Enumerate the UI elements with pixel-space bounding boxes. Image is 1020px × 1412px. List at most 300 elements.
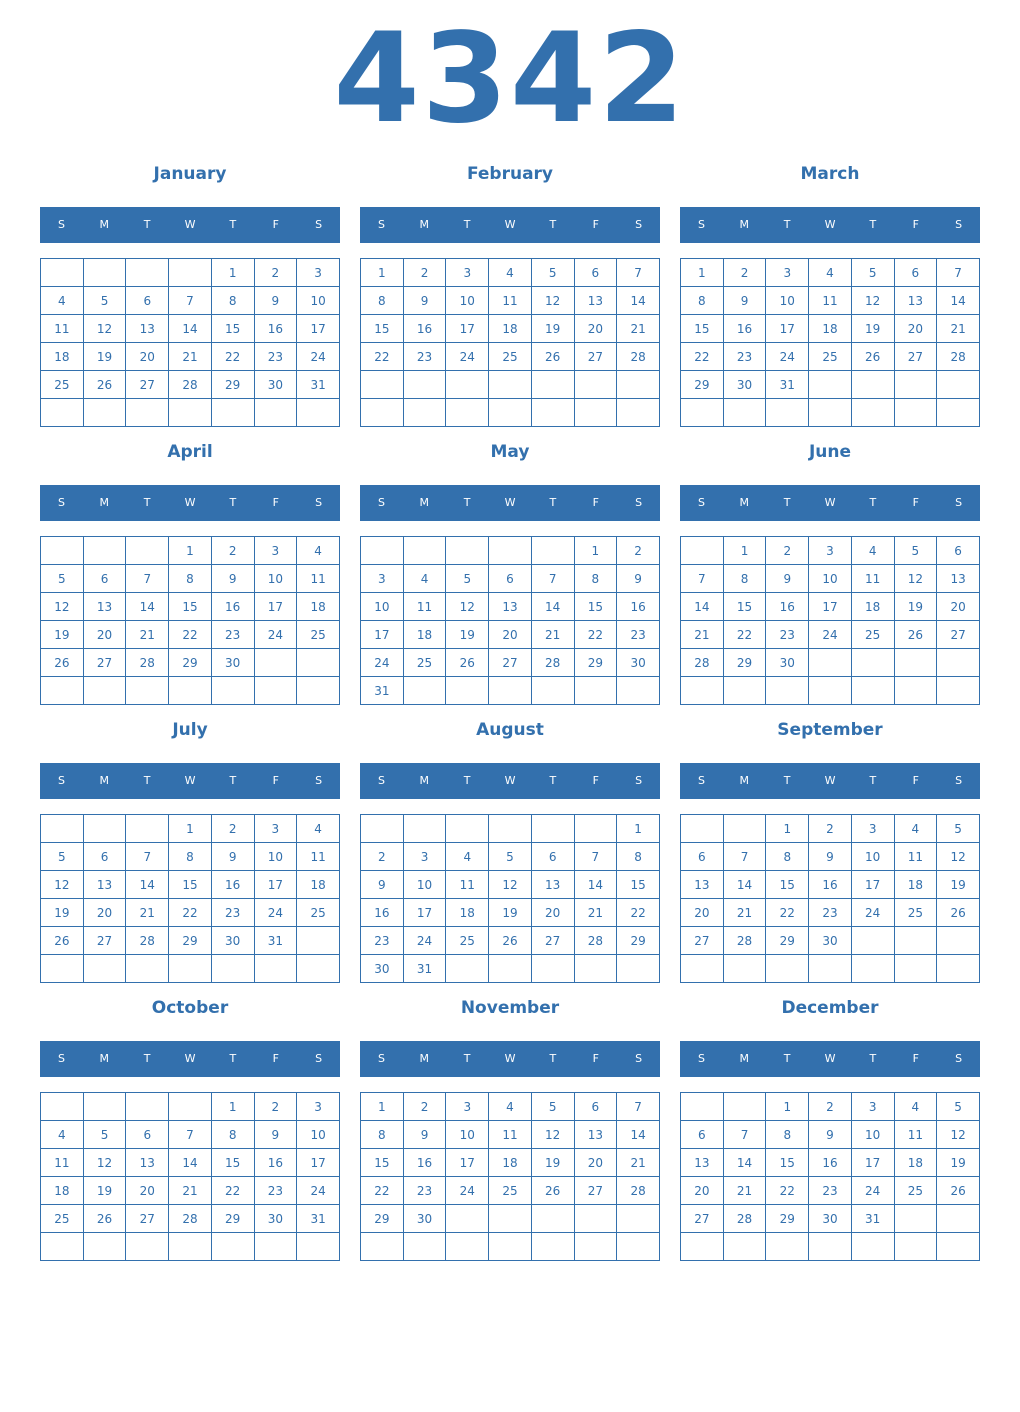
day-cell: 12 — [531, 1121, 574, 1149]
day-cell: 15 — [169, 593, 212, 621]
day-cell: 14 — [723, 1149, 766, 1177]
day-cell: 10 — [446, 287, 489, 315]
weekday-header — [40, 1041, 340, 1077]
empty-day-cell — [531, 677, 574, 705]
empty-day-cell — [617, 677, 660, 705]
day-cell: 12 — [851, 287, 894, 315]
weekday-label: M — [99, 496, 110, 509]
empty-day-cell — [254, 649, 297, 677]
empty-day-cell — [126, 815, 169, 843]
empty-day-cell — [297, 927, 340, 955]
empty-day-cell — [361, 399, 404, 427]
day-cell: 20 — [83, 899, 126, 927]
day-cell: 14 — [126, 593, 169, 621]
day-cell: 26 — [83, 371, 126, 399]
weekday-label: T — [143, 1052, 151, 1065]
empty-day-cell — [617, 955, 660, 983]
week-row — [361, 871, 660, 899]
weekday-label: F — [592, 774, 599, 787]
day-cell: 13 — [83, 593, 126, 621]
day-cell: 17 — [297, 1149, 340, 1177]
day-cell: 15 — [766, 871, 809, 899]
day-cell: 24 — [809, 621, 852, 649]
day-cell: 18 — [403, 621, 446, 649]
day-cell: 19 — [894, 593, 937, 621]
empty-day-cell — [809, 371, 852, 399]
day-cell: 28 — [723, 927, 766, 955]
day-cell: 20 — [126, 1177, 169, 1205]
empty-day-cell — [681, 1093, 724, 1121]
month-name: June — [808, 442, 852, 462]
day-cell: 23 — [809, 1177, 852, 1205]
weekday-label: S — [635, 496, 643, 509]
empty-day-cell — [403, 815, 446, 843]
day-cell: 30 — [361, 955, 404, 983]
day-grid — [680, 1092, 980, 1261]
day-cell: 15 — [681, 315, 724, 343]
month-name: September — [777, 720, 883, 740]
empty-day-cell — [254, 399, 297, 427]
week-row — [361, 1093, 660, 1121]
weekday-label: W — [504, 218, 516, 231]
day-cell: 1 — [617, 815, 660, 843]
empty-day-cell — [41, 259, 84, 287]
empty-day-cell — [681, 815, 724, 843]
empty-day-cell — [894, 955, 937, 983]
day-cell: 5 — [41, 565, 84, 593]
month-name: February — [466, 164, 554, 184]
empty-day-cell — [851, 399, 894, 427]
weekday-header — [40, 485, 340, 521]
day-cell: 6 — [574, 1093, 617, 1121]
day-cell: 14 — [937, 287, 980, 315]
day-cell: 18 — [809, 315, 852, 343]
weekday-label: T — [463, 496, 471, 509]
week-row — [681, 955, 980, 983]
day-cell: 1 — [211, 1093, 254, 1121]
weekday-label: S — [635, 1052, 643, 1065]
day-cell: 28 — [723, 1205, 766, 1233]
day-cell: 21 — [681, 621, 724, 649]
weekday-label: S — [57, 496, 65, 509]
week-row — [681, 537, 980, 565]
week-row — [41, 843, 340, 871]
week-row — [681, 1149, 980, 1177]
weekday-label: W — [504, 1052, 516, 1065]
empty-day-cell — [83, 815, 126, 843]
weekday-label: T — [229, 1052, 237, 1065]
day-cell: 4 — [489, 259, 532, 287]
day-cell: 2 — [211, 815, 254, 843]
day-cell: 7 — [126, 843, 169, 871]
week-row — [681, 1233, 980, 1261]
empty-day-cell — [211, 1233, 254, 1261]
day-cell: 11 — [851, 565, 894, 593]
day-cell: 21 — [723, 1177, 766, 1205]
day-cell: 24 — [403, 927, 446, 955]
day-cell: 10 — [851, 843, 894, 871]
week-row — [41, 371, 340, 399]
day-cell: 17 — [851, 871, 894, 899]
day-cell: 26 — [937, 899, 980, 927]
weekday-label: S — [57, 1052, 65, 1065]
empty-day-cell — [937, 1233, 980, 1261]
day-cell: 7 — [574, 843, 617, 871]
day-cell: 12 — [489, 871, 532, 899]
day-cell: 31 — [297, 371, 340, 399]
week-row — [681, 399, 980, 427]
weekday-label: W — [184, 774, 196, 787]
day-cell: 8 — [169, 843, 212, 871]
day-grid — [40, 536, 340, 705]
weekday-header — [360, 207, 660, 243]
day-cell: 13 — [489, 593, 532, 621]
empty-day-cell — [489, 815, 532, 843]
empty-day-cell — [766, 955, 809, 983]
empty-day-cell — [403, 1233, 446, 1261]
weekday-header — [680, 207, 980, 243]
empty-day-cell — [894, 1233, 937, 1261]
day-cell: 15 — [766, 1149, 809, 1177]
empty-day-cell — [41, 1093, 84, 1121]
day-cell: 11 — [894, 1121, 937, 1149]
empty-day-cell — [83, 677, 126, 705]
week-row — [361, 399, 660, 427]
weekday-label: M — [739, 1052, 750, 1065]
day-cell: 19 — [937, 1149, 980, 1177]
empty-day-cell — [446, 677, 489, 705]
month-name: December — [781, 998, 879, 1018]
day-cell: 8 — [574, 565, 617, 593]
week-row — [681, 927, 980, 955]
weekday-label: F — [912, 1052, 919, 1065]
day-cell: 14 — [169, 315, 212, 343]
day-cell: 25 — [489, 1177, 532, 1205]
empty-day-cell — [894, 927, 937, 955]
day-cell: 21 — [617, 315, 660, 343]
day-cell: 28 — [169, 371, 212, 399]
weekday-label: S — [697, 496, 705, 509]
day-cell: 13 — [574, 1121, 617, 1149]
empty-day-cell — [723, 815, 766, 843]
day-cell: 27 — [681, 1205, 724, 1233]
weekday-label: S — [377, 496, 385, 509]
day-cell: 3 — [297, 259, 340, 287]
day-grid — [680, 814, 980, 983]
weekday-label: F — [912, 496, 919, 509]
day-cell: 28 — [617, 1177, 660, 1205]
week-row — [681, 871, 980, 899]
empty-day-cell — [766, 677, 809, 705]
empty-day-cell — [937, 955, 980, 983]
day-cell: 25 — [809, 343, 852, 371]
week-row — [41, 565, 340, 593]
month-name: October — [151, 998, 229, 1018]
weekday-label: M — [739, 774, 750, 787]
week-row — [41, 1205, 340, 1233]
empty-day-cell — [766, 399, 809, 427]
empty-day-cell — [681, 1233, 724, 1261]
day-cell: 18 — [851, 593, 894, 621]
day-cell: 15 — [211, 315, 254, 343]
day-cell: 11 — [809, 287, 852, 315]
empty-day-cell — [169, 955, 212, 983]
day-cell: 31 — [254, 927, 297, 955]
day-cell: 3 — [446, 259, 489, 287]
empty-day-cell — [361, 371, 404, 399]
day-cell: 13 — [937, 565, 980, 593]
day-cell: 13 — [83, 871, 126, 899]
day-grid — [360, 258, 660, 427]
day-cell: 18 — [894, 1149, 937, 1177]
week-row — [361, 899, 660, 927]
day-cell: 22 — [617, 899, 660, 927]
day-cell: 28 — [681, 649, 724, 677]
week-row — [361, 371, 660, 399]
empty-day-cell — [894, 649, 937, 677]
day-cell: 5 — [83, 287, 126, 315]
week-row — [361, 565, 660, 593]
day-cell: 2 — [403, 1093, 446, 1121]
day-cell: 1 — [169, 815, 212, 843]
day-cell: 20 — [681, 1177, 724, 1205]
week-row — [361, 843, 660, 871]
empty-day-cell — [297, 399, 340, 427]
day-cell: 17 — [446, 315, 489, 343]
week-row — [681, 899, 980, 927]
week-row — [41, 1233, 340, 1261]
empty-day-cell — [531, 1205, 574, 1233]
empty-day-cell — [809, 955, 852, 983]
day-cell: 22 — [766, 899, 809, 927]
day-cell: 9 — [361, 871, 404, 899]
day-cell: 3 — [254, 815, 297, 843]
day-cell: 18 — [41, 1177, 84, 1205]
day-cell: 24 — [446, 343, 489, 371]
day-cell: 8 — [211, 287, 254, 315]
day-cell: 5 — [446, 565, 489, 593]
day-cell: 11 — [446, 871, 489, 899]
day-cell: 3 — [446, 1093, 489, 1121]
day-cell: 8 — [169, 565, 212, 593]
weekday-label: T — [549, 1052, 557, 1065]
empty-day-cell — [723, 677, 766, 705]
day-cell: 23 — [254, 343, 297, 371]
day-cell: 4 — [489, 1093, 532, 1121]
day-grid — [360, 814, 660, 983]
empty-day-cell — [126, 259, 169, 287]
day-cell: 18 — [297, 593, 340, 621]
weekday-label: S — [377, 774, 385, 787]
day-cell: 19 — [446, 621, 489, 649]
week-row — [681, 843, 980, 871]
day-cell: 1 — [361, 259, 404, 287]
empty-day-cell — [489, 399, 532, 427]
weekday-label: S — [635, 218, 643, 231]
week-row — [41, 677, 340, 705]
empty-day-cell — [297, 649, 340, 677]
day-cell: 6 — [83, 843, 126, 871]
week-row — [41, 621, 340, 649]
day-cell: 17 — [403, 899, 446, 927]
month-name: November — [460, 998, 560, 1018]
day-cell: 10 — [809, 565, 852, 593]
weekday-label: F — [592, 218, 599, 231]
empty-day-cell — [531, 815, 574, 843]
day-cell: 23 — [211, 899, 254, 927]
day-cell: 19 — [41, 621, 84, 649]
weekday-label: W — [504, 496, 516, 509]
week-row — [41, 649, 340, 677]
day-cell: 11 — [41, 1149, 84, 1177]
empty-day-cell — [574, 371, 617, 399]
day-cell: 9 — [723, 287, 766, 315]
empty-day-cell — [41, 537, 84, 565]
day-cell: 28 — [169, 1205, 212, 1233]
day-cell: 28 — [531, 649, 574, 677]
empty-day-cell — [83, 1233, 126, 1261]
day-cell: 15 — [617, 871, 660, 899]
weekday-label: W — [824, 1052, 836, 1065]
empty-day-cell — [126, 399, 169, 427]
day-cell: 1 — [169, 537, 212, 565]
weekday-label: M — [419, 496, 430, 509]
day-cell: 22 — [723, 621, 766, 649]
weekday-label: T — [143, 496, 151, 509]
day-cell: 9 — [766, 565, 809, 593]
day-cell: 21 — [531, 621, 574, 649]
day-cell: 5 — [937, 815, 980, 843]
day-cell: 12 — [41, 871, 84, 899]
day-cell: 17 — [446, 1149, 489, 1177]
week-row — [41, 1177, 340, 1205]
day-cell: 26 — [41, 649, 84, 677]
empty-day-cell — [766, 1233, 809, 1261]
day-cell: 15 — [211, 1149, 254, 1177]
day-cell: 24 — [446, 1177, 489, 1205]
day-cell: 12 — [531, 287, 574, 315]
empty-day-cell — [254, 677, 297, 705]
weekday-label: F — [272, 1052, 279, 1065]
empty-day-cell — [937, 649, 980, 677]
week-row — [681, 1177, 980, 1205]
day-cell: 22 — [211, 343, 254, 371]
day-cell: 16 — [211, 871, 254, 899]
day-cell: 29 — [766, 1205, 809, 1233]
day-cell: 2 — [403, 259, 446, 287]
day-cell: 26 — [446, 649, 489, 677]
empty-day-cell — [723, 1093, 766, 1121]
empty-day-cell — [937, 927, 980, 955]
day-grid — [40, 814, 340, 983]
day-cell: 30 — [809, 927, 852, 955]
empty-day-cell — [446, 399, 489, 427]
week-row — [41, 399, 340, 427]
day-cell: 8 — [361, 287, 404, 315]
empty-day-cell — [126, 537, 169, 565]
day-cell: 9 — [211, 843, 254, 871]
day-cell: 7 — [617, 1093, 660, 1121]
day-grid — [360, 1092, 660, 1261]
day-cell: 1 — [574, 537, 617, 565]
empty-day-cell — [403, 371, 446, 399]
weekday-label: S — [955, 218, 963, 231]
empty-day-cell — [723, 399, 766, 427]
empty-day-cell — [489, 1205, 532, 1233]
day-cell: 4 — [894, 815, 937, 843]
day-cell: 29 — [211, 371, 254, 399]
day-cell: 13 — [574, 287, 617, 315]
day-cell: 3 — [809, 537, 852, 565]
day-cell: 9 — [617, 565, 660, 593]
day-cell: 10 — [297, 287, 340, 315]
day-cell: 27 — [681, 927, 724, 955]
day-cell: 19 — [41, 899, 84, 927]
day-cell: 2 — [254, 1093, 297, 1121]
day-cell: 21 — [126, 899, 169, 927]
week-row — [361, 1121, 660, 1149]
day-cell: 10 — [254, 843, 297, 871]
day-cell: 23 — [617, 621, 660, 649]
empty-day-cell — [809, 399, 852, 427]
day-cell: 14 — [169, 1149, 212, 1177]
day-cell: 28 — [617, 343, 660, 371]
day-cell: 11 — [297, 565, 340, 593]
day-cell: 24 — [361, 649, 404, 677]
empty-day-cell — [489, 537, 532, 565]
day-cell: 24 — [851, 899, 894, 927]
weekday-label: T — [229, 774, 237, 787]
day-cell: 4 — [41, 1121, 84, 1149]
day-cell: 10 — [851, 1121, 894, 1149]
day-cell: 20 — [489, 621, 532, 649]
week-row — [361, 927, 660, 955]
day-grid — [680, 258, 980, 427]
day-cell: 8 — [766, 843, 809, 871]
day-cell: 16 — [254, 1149, 297, 1177]
weekday-label: S — [697, 774, 705, 787]
day-cell: 4 — [403, 565, 446, 593]
day-cell: 31 — [297, 1205, 340, 1233]
day-cell: 6 — [894, 259, 937, 287]
week-row — [361, 343, 660, 371]
empty-day-cell — [361, 1233, 404, 1261]
empty-day-cell — [446, 537, 489, 565]
day-cell: 7 — [169, 287, 212, 315]
empty-day-cell — [574, 815, 617, 843]
empty-day-cell — [446, 955, 489, 983]
weekday-label: W — [184, 496, 196, 509]
day-cell: 19 — [851, 315, 894, 343]
day-cell: 8 — [766, 1121, 809, 1149]
week-row — [361, 815, 660, 843]
weekday-label: M — [419, 1052, 430, 1065]
weekday-label: T — [549, 774, 557, 787]
weekday-label: M — [99, 1052, 110, 1065]
week-row — [41, 259, 340, 287]
day-cell: 22 — [169, 621, 212, 649]
day-cell: 22 — [169, 899, 212, 927]
empty-day-cell — [894, 371, 937, 399]
day-cell: 31 — [403, 955, 446, 983]
day-cell: 5 — [41, 843, 84, 871]
empty-day-cell — [531, 371, 574, 399]
empty-day-cell — [41, 399, 84, 427]
empty-day-cell — [489, 955, 532, 983]
day-cell: 16 — [809, 1149, 852, 1177]
empty-day-cell — [41, 815, 84, 843]
empty-day-cell — [83, 955, 126, 983]
